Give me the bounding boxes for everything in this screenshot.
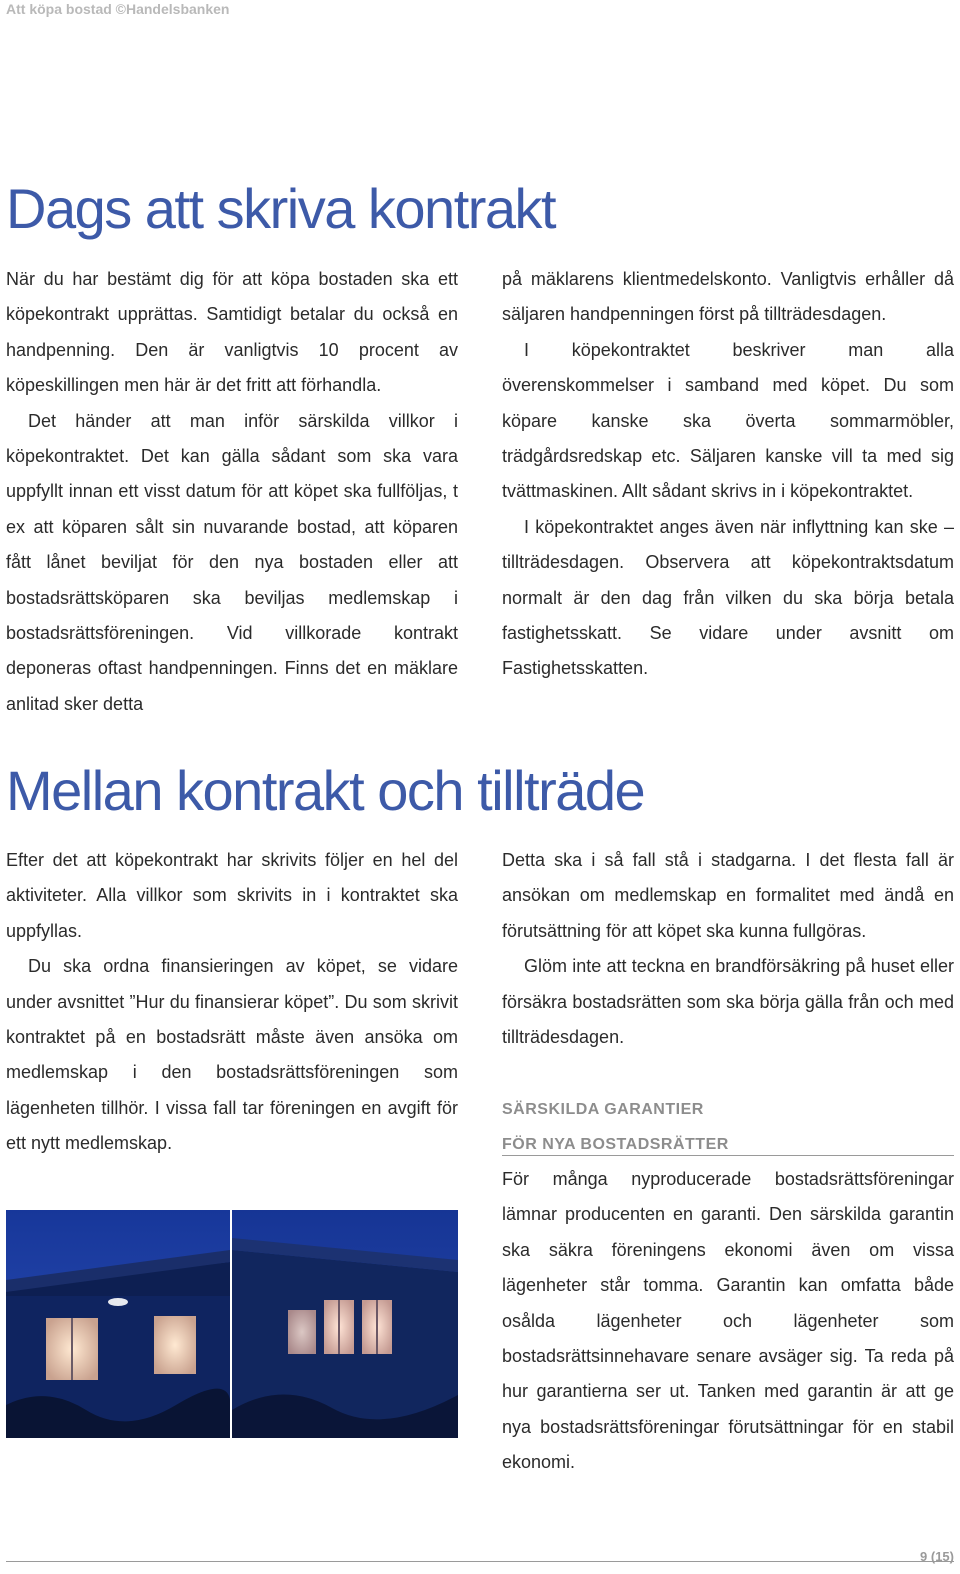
paragraph: Glöm inte att teckna en brandförsäkring på huset eller försäkra bostadsrätten som ska börja gälla från och med tillträdesdagen. [502,956,954,1048]
house-photo-left [6,1210,230,1438]
paragraph: Du ska ordna finansieringen av köpet, se vidare under avsnittet ”Hur du finansierar köpet”. Du som skrivit kontraktet på en bostadsrätt måste även ansöka om medlemskap i den bostadsrättsföreningen som lägenheten tillhör. I vissa fall tar föreningen en avgift för ett nytt medlemskap. [6,956,458,1154]
section2-right-column [502,843,954,1055]
section1-right-column [502,262,954,687]
paragraph: För många nyproducerade bostadsrättsföreningar lämnar producenten en garanti. Den särskilda garantin ska säkra föreningens ekonomi även om vissa lägenheter står tomma. Garantin kan omfatta både osålda lägenheter och lägenheter som bostadsrättsinnehavare senare avsäger sig. Ta reda på hur garantierna ser ut. Tanken med garantin är att ge nya bostadsrättsföreningar förutsättningar för en stabil ekonomi. [502,1169,954,1473]
section-title-contract: Dags att skriva kontrakt [6,177,556,240]
running-header: Att köpa bostad ©Handelsbanken [6,1,230,17]
paragraph: på mäklarens klientmedelskonto. Vanligtvis erhåller då säljaren handpenningen först på tillträdesdagen. [502,269,954,325]
house-photo-right [232,1210,458,1438]
paragraph: I köpekontraktet beskriver man alla överenskommelser i samband med köpet. Du som köpare kanske ska överta sommarmöbler, trädgårdsredskap etc. Säljaren kanske vill ta med sig tvättmaskinen. Allt sådant skrivs in i köpekontraktet. [502,339,954,502]
subheading-line-2: FÖR NYA BOSTADSRÄTTER [502,1136,729,1153]
subheading-line-1: SÄRSKILDA GARANTIER [502,1101,704,1118]
paragraph: Detta ska i så fall stå i stadgarna. I det flesta fall är ansökan om medlemskap en formalitet med ändå en förutsättning för att köpet ska kunna fullgöras. [502,850,954,941]
paragraph: Det händer att man inför särskilda villkor i köpekontraktet. Det kan gälla sådant som ska vara uppfyllt innan ett visst datum för att köpet ska fullföljas, t ex att köparen sålt sin nuvarande bostad, att köparen fått lånet beviljat för den nya bostaden eller att bostadsrättsköparen ska beviljas medlemskap i bostadsrättsföreningen. Vid villkorade kontrakt deponeras oftast handpenningen. Finns det en mäklare anlitad sker detta [6,410,458,714]
section-title-between: Mellan kontrakt och tillträde [6,759,645,822]
paragraph: I köpekontraktet anges även när inflyttning kan ske – tillträdesdagen. Observera att köpekontraktsdatum normalt är den dag från vilken du ska börja betala fastighetsskatt. Se vidare under avsnitt om Fastighetsskatten. [502,516,954,679]
footer-divider [6,1561,954,1562]
page-number: 9 (15) [920,1549,954,1564]
section2-left-column [6,843,458,1162]
section1-left-column [6,262,458,722]
paragraph: Efter det att köpekontrakt har skrivits följer en hel del aktiviteter. Alla villkor som skrivits in i kontraktet ska uppfyllas. [6,850,458,941]
guarantee-paragraph-column [502,1162,954,1481]
subheading-divider [502,1155,954,1156]
paragraph: När du har bestämt dig för att köpa bostaden ska ett köpekontrakt upprättas. Samtidigt betalar du också en handpenning. Den är vanligtvis 10 procent av köpeskillingen men här är det fritt att förhandla. [6,269,458,396]
